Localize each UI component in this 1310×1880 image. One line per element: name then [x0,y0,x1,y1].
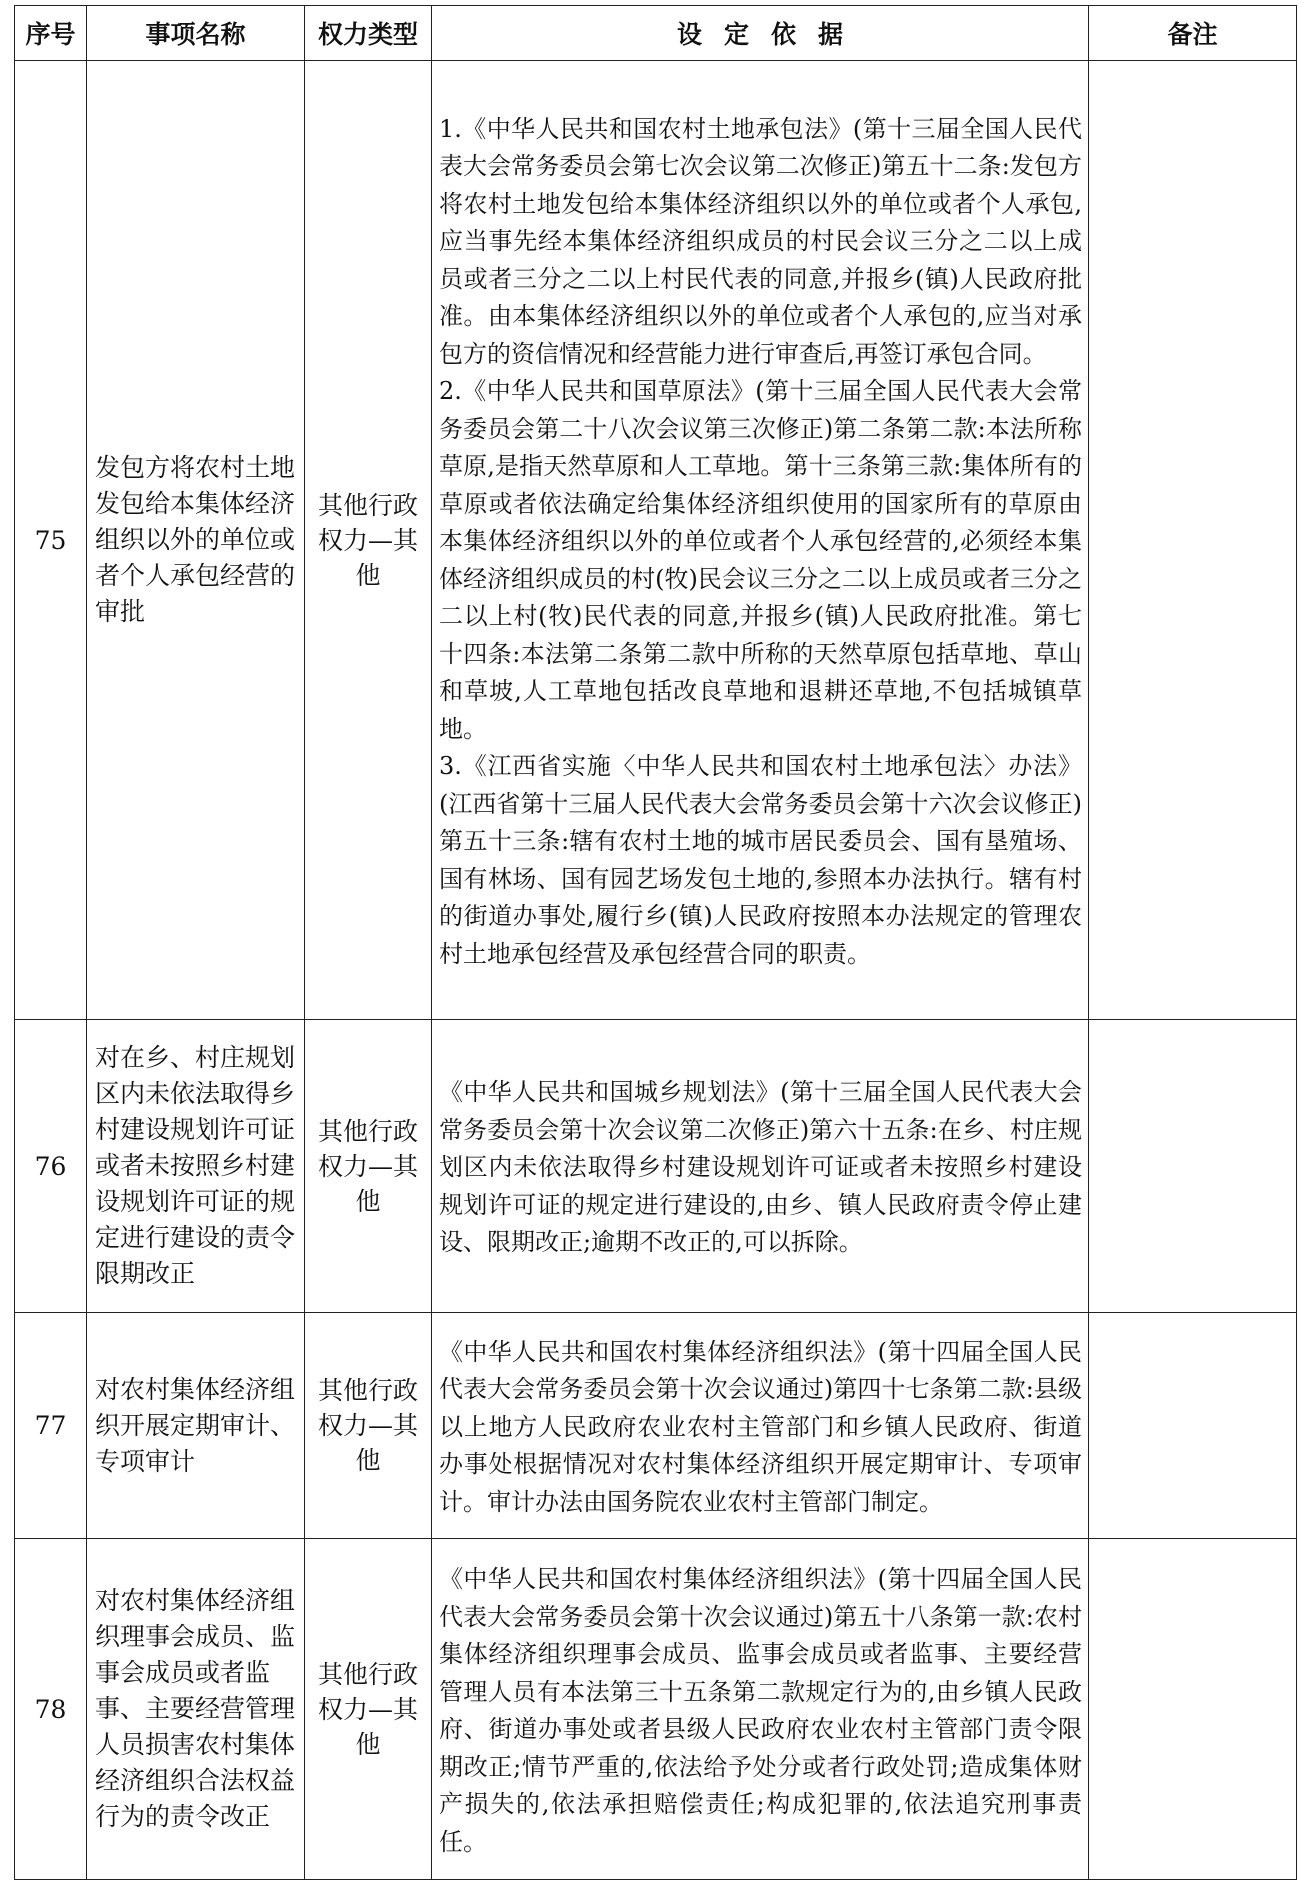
row-note [1089,61,1297,1020]
header-note: 备注 [1089,6,1297,61]
row-seq: 75 [15,61,87,1020]
table-row [15,1539,1297,1880]
row-note [1089,1539,1297,1880]
basis-paragraph: 2.《中华人民共和国草原法》(第十三届全国人民代表大会常务委员会第二十八次会议第三次修正)第二条第二款:本法所称草原,是指天然草原和人工草地。第十三条第三款:集体所有的草原或者依法确定给集体经济组织使用的国家所有的草原由本集体经济组织以外的单位或者个人承包经营的,必须经本集体经济组织成员的村(牧)民会议三分之二以上成员或者三分之二以上村(牧)民代表的同意,并报乡(镇)人民政府批准。第七十四条:本法第二条第二款中所称的天然草原包括草地、草山和草坡,人工草地包括改良草地和退耕还草地,不包括城镇草地。 [439,377,1082,743]
table-header-row [15,6,1297,61]
row-item-name: 发包方将农村土地发包给本集体经济组织以外的单位或者个人承包经营的审批 [87,61,305,1020]
row-power-type: 其他行政权力—其他 [305,1313,432,1539]
row-power-type: 其他行政权力—其他 [305,1020,432,1313]
basis-paragraph: 《中华人民共和国农村集体经济组织法》(第十四届全国人民代表大会常务委员会第十次会议通过)第五十八条第一款:农村集体经济组织理事会成员、监事会成员或者监事、主要经营管理人员有本法第三十五条第二款规定行为的,由乡镇人民政府、街道办事处或者县级人民政府农业农村主管部门责令限期改正;情节严重的,依法给予处分或者行政处罚;造成集体财产损失的,依法承担赔偿责任;构成犯罪的,依法追究刑事责任。 [439,1565,1082,1856]
table-row [15,1313,1297,1539]
row-power-type: 其他行政权力—其他 [305,1539,432,1880]
basis-paragraph: 3.《江西省实施〈中华人民共和国农村土地承包法〉办法》(江西省第十三届人民代表大会常务委员会第十六次会议修正)第五十三条:辖有农村土地的城市居民委员会、国有垦殖场、国有林场、国有园艺场发包土地的,参照本办法执行。辖有村的街道办事处,履行乡(镇)人民政府按照本办法规定的管理农村土地承包经营及承包经营合同的职责。 [439,752,1082,968]
basis-paragraph: 《中华人民共和国农村集体经济组织法》(第十四届全国人民代表大会常务委员会第十次会议通过)第四十七条第二款:县级以上地方人民政府农业农村主管部门和乡镇人民政府、街道办事处根据情况对农村集体经济组织开展定期审计、专项审计。审计办法由国务院农业农村主管部门制定。 [439,1337,1082,1516]
row-seq: 76 [15,1020,87,1313]
header-basis: 设定依据 [432,6,1089,61]
row-power-type: 其他行政权力—其他 [305,61,432,1020]
row-note [1089,1313,1297,1539]
row-basis [432,1539,1089,1880]
row-seq: 78 [15,1539,87,1880]
table-row [15,61,1297,1020]
row-basis [432,61,1089,1020]
row-item-name: 对农村集体经济组织理事会成员、监事会成员或者监事、主要经营管理人员损害农村集体经济组织合法权益行为的责令改正 [87,1539,305,1880]
basis-paragraph: 《中华人民共和国城乡规划法》(第十三届全国人民代表大会常务委员会第十次会议第二次修正)第六十五条:在乡、村庄规划区内未依法取得乡村建设规划许可证或者未按照乡村建设规划许可证的规定进行建设的,由乡、镇人民政府责令停止建设、限期改正;逾期不改正的,可以拆除。 [439,1078,1082,1257]
row-basis [432,1020,1089,1313]
row-note [1089,1020,1297,1313]
header-seq: 序号 [15,6,87,61]
row-item-name: 对在乡、村庄规划区内未依法取得乡村建设规划许可证或者未按照乡村建设规划许可证的规定进行建设的责令限期改正 [87,1020,305,1313]
row-basis [432,1313,1089,1539]
header-power-type: 权力类型 [305,6,432,61]
table-row [15,1020,1297,1313]
basis-paragraph: 1.《中华人民共和国农村土地承包法》(第十三届全国人民代表大会常务委员会第七次会议第二次修正)第五十二条:发包方将农村土地发包给本集体经济组织以外的单位或者个人承包,应当事先经本集体经济组织成员的村民会议三分之二以上成员或者三分之二以上村民代表的同意,并报乡(镇)人民政府批准。由本集体经济组织以外的单位或者个人承包的,应当对承包方的资信情况和经营能力进行审查后,再签订承包合同。 [439,114,1082,368]
power-list-table [14,5,1297,1880]
header-item-name: 事项名称 [87,6,305,61]
row-seq: 77 [15,1313,87,1539]
row-item-name: 对农村集体经济组织开展定期审计、专项审计 [87,1313,305,1539]
power-list-page [14,5,1296,1880]
